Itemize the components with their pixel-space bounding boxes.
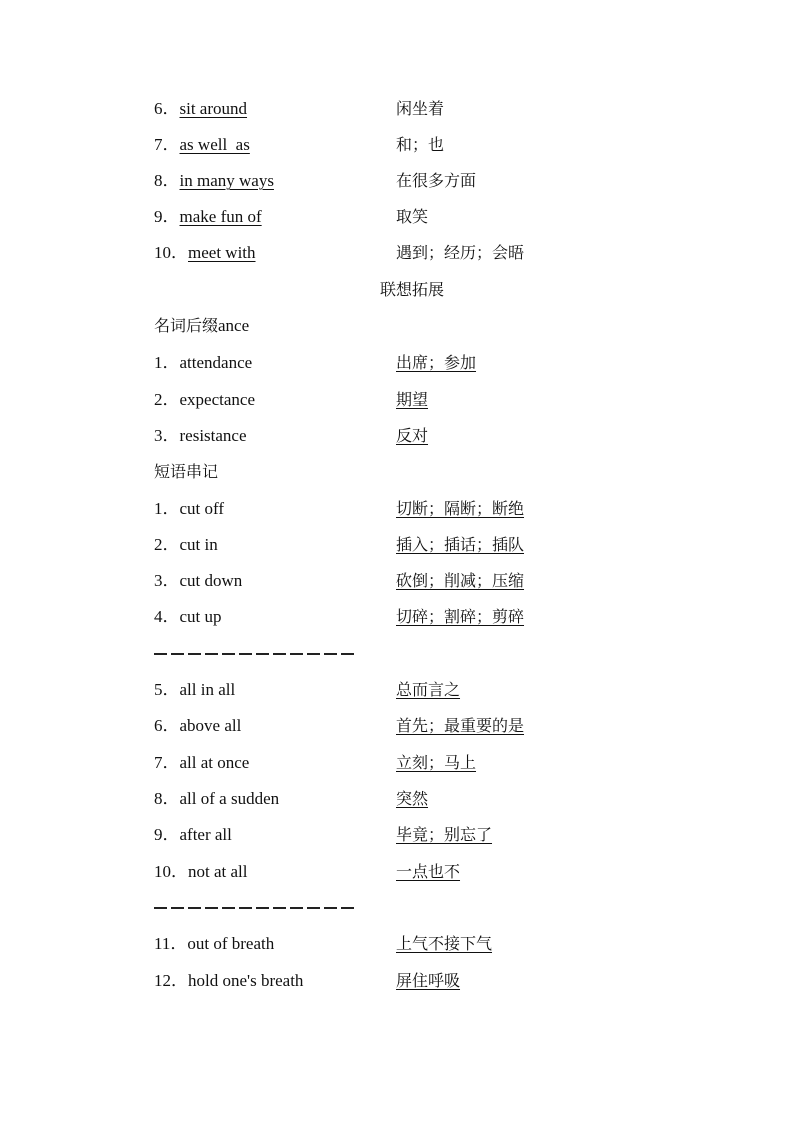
- dash-divider: [0, 895, 794, 919]
- chinese-meaning: 一点也不: [396, 862, 461, 881]
- vocab-row: [0, 969, 794, 993]
- english-phrase: after all: [179, 825, 232, 844]
- english-phrase: cut up: [179, 607, 222, 626]
- english-phrase: above all: [179, 716, 242, 735]
- chinese-meaning: 遇到；经历；会晤: [396, 243, 525, 262]
- chinese-meaning: 反对: [396, 426, 429, 445]
- item-number: 8．: [154, 171, 180, 190]
- chinese-meaning: 切断；隔断；断绝: [396, 499, 525, 518]
- item-number: 7．: [154, 135, 180, 154]
- vocab-row: [0, 133, 794, 157]
- chinese-meaning: 插入；插话；插队: [396, 535, 525, 554]
- vocab-row: [0, 823, 794, 847]
- suffix-heading-row: [0, 314, 794, 338]
- suffix-heading-en: ance: [218, 316, 250, 335]
- vocab-row: [0, 533, 794, 557]
- item-number: 4．: [154, 607, 180, 626]
- chinese-meaning: 闲坐着: [396, 99, 445, 118]
- english-phrase: cut off: [179, 499, 225, 518]
- chinese-meaning: 在很多方面: [396, 171, 477, 190]
- item-number: 2．: [154, 535, 180, 554]
- dash-line: [154, 895, 364, 919]
- vocab-row: [0, 205, 794, 229]
- english-phrase: all at once: [179, 753, 250, 772]
- vocab-row: [0, 932, 794, 956]
- english-phrase: out of breath: [187, 934, 275, 953]
- english-phrase: as well as: [179, 135, 250, 154]
- chinese-meaning: 屏住呼吸: [396, 971, 461, 990]
- chinese-meaning: 上气不接下气: [396, 934, 493, 953]
- item-number: 6．: [154, 716, 180, 735]
- suffix-heading: [154, 314, 249, 338]
- chinese-meaning: 取笑: [396, 207, 429, 226]
- item-number: 12．: [154, 971, 188, 990]
- english-phrase: cut in: [179, 535, 218, 554]
- chinese-meaning: 立刻；马上: [396, 753, 477, 772]
- item-number: 9．: [154, 825, 180, 844]
- english-word: attendance: [179, 353, 253, 372]
- vocab-row: [0, 860, 794, 884]
- english-phrase: make fun of: [179, 207, 262, 226]
- phrases-heading: 短语串记: [154, 462, 219, 481]
- chinese-meaning: 毕竟；别忘了: [396, 825, 493, 844]
- vocab-row: [0, 751, 794, 775]
- item-number: 1．: [154, 353, 180, 372]
- item-number: 9．: [154, 207, 180, 226]
- vocab-row: [0, 497, 794, 521]
- item-number: 8．: [154, 789, 180, 808]
- vocab-row: [0, 569, 794, 593]
- chinese-meaning: 首先；最重要的是: [396, 716, 525, 735]
- vocab-row: [0, 678, 794, 702]
- vocab-row: [0, 714, 794, 738]
- chinese-meaning: 突然: [396, 789, 429, 808]
- dash-line: [154, 641, 364, 665]
- item-number: 10．: [154, 243, 188, 262]
- english-phrase: sit around: [179, 99, 248, 118]
- chinese-meaning: 和；也: [396, 135, 445, 154]
- english-phrase: all of a sudden: [179, 789, 280, 808]
- dash-divider: [0, 641, 794, 665]
- item-number: 2．: [154, 390, 180, 409]
- english-phrase: not at all: [188, 862, 248, 881]
- vocab-row: [0, 424, 794, 448]
- english-phrase: cut down: [179, 571, 243, 590]
- item-number: 5．: [154, 680, 180, 699]
- vocab-row: [0, 787, 794, 811]
- item-number: 6．: [154, 99, 180, 118]
- phrases-heading-row: [0, 460, 794, 484]
- english-phrase: in many ways: [179, 171, 274, 190]
- english-phrase: hold one's breath: [188, 971, 304, 990]
- section-heading: 联想拓展: [379, 280, 444, 299]
- item-number: 1．: [154, 499, 180, 518]
- vocab-row: [0, 388, 794, 412]
- item-number: 3．: [154, 426, 180, 445]
- item-number: 3．: [154, 571, 180, 590]
- english-phrase: meet with: [188, 243, 256, 262]
- item-number: 11．: [154, 934, 188, 953]
- item-number: 10．: [154, 862, 188, 881]
- item-number: 7．: [154, 753, 180, 772]
- english-word: resistance: [179, 426, 247, 445]
- chinese-meaning: 出席；参加: [396, 353, 477, 372]
- english-phrase: all in all: [179, 680, 236, 699]
- vocab-row: [0, 241, 794, 265]
- vocab-row: [0, 351, 794, 375]
- chinese-meaning: 总而言之: [396, 680, 461, 699]
- chinese-meaning: 期望: [396, 390, 429, 409]
- suffix-heading-zh: 名词后缀: [154, 316, 219, 335]
- english-word: expectance: [179, 390, 255, 409]
- chinese-meaning: 切碎；割碎；剪碎: [396, 607, 525, 626]
- vocab-row: [0, 605, 794, 629]
- chinese-meaning: 砍倒；削减；压缩: [396, 571, 525, 590]
- vocab-row: [0, 97, 794, 121]
- vocab-row: [0, 169, 794, 193]
- section-heading-row: [0, 278, 794, 302]
